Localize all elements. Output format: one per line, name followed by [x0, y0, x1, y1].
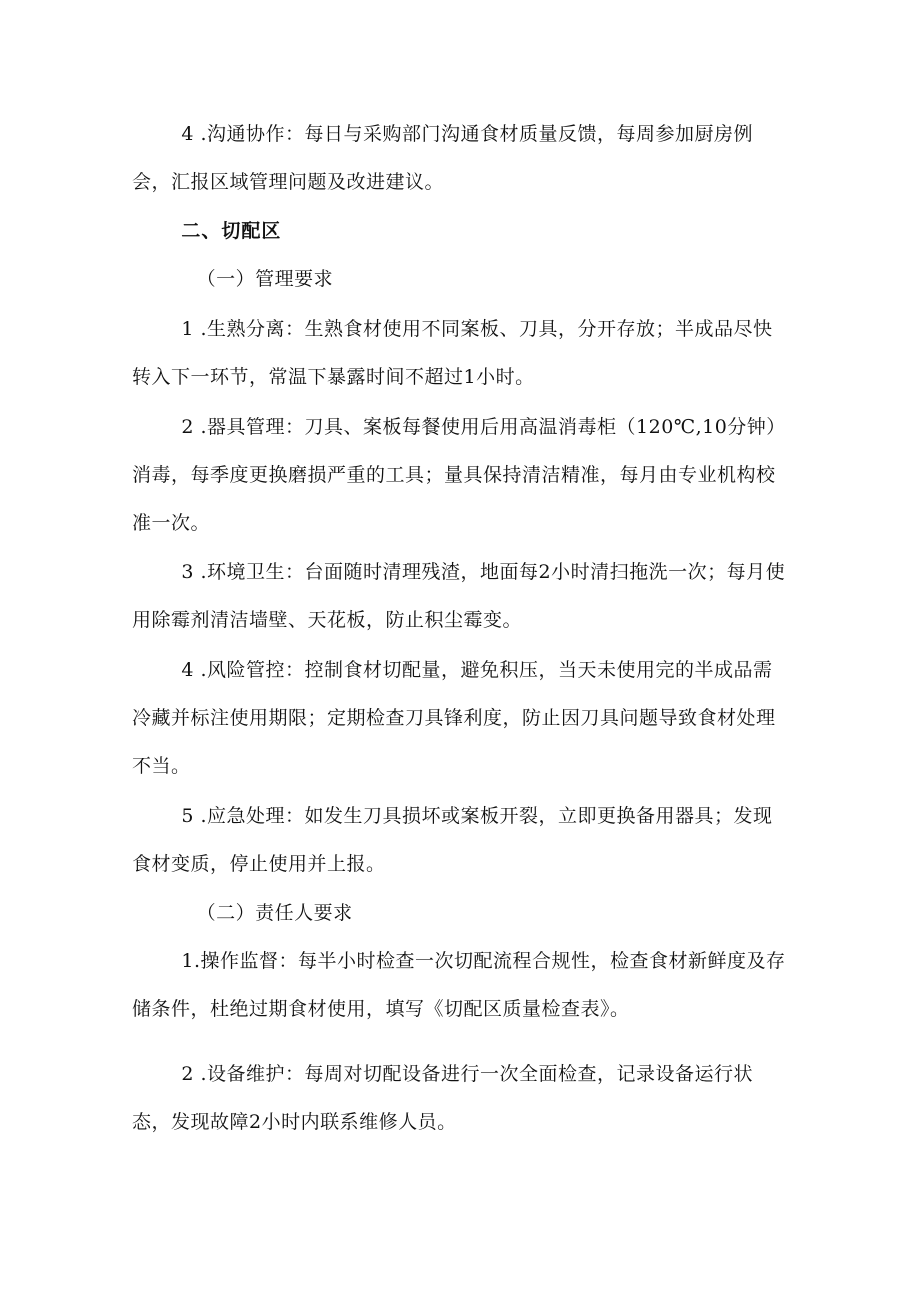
subsection-heading-responsible-person: （二）责任人要求 [196, 902, 353, 924]
subsection-heading-management-requirements: （一）管理要求 [196, 268, 334, 290]
paragraph-emergency-handling: 5 .应急处理：如发生刀具损坏或案板开裂，立即更换备用器具；发现食材变质，停止使用并上报。 [132, 805, 773, 875]
paragraph-utensil-management: 2 .器具管理：刀具、案板每餐使用后用高温消毒柜（120℃,10分钟）消毒，每季度更换磨损严重的工具；量具保持清洁精准，每月由专业机构校准一次。 [132, 416, 786, 534]
paragraph-raw-cooked-separation: 1 .生熟分离：生熟食材使用不同案板、刀具，分开存放；半成品尽快转入下一环节，常温下暴露时间不超过1小时。 [132, 318, 773, 388]
paragraph-risk-control: 4 .风险管控：控制食材切配量，避免积压，当天未使用完的半成品需冷藏并标注使用期限；定期检查刀具锋利度，防止因刀具问题导致食材处理不当。 [132, 659, 776, 777]
paragraph-environmental-hygiene: 3 .环境卫生：台面随时清理残渣，地面每2小时清扫拖洗一次；每月使用除霉剂清洁墙壁、天花板，防止积尘霉变。 [132, 561, 786, 631]
paragraph-operation-supervision: 1.操作监督：每半小时检查一次切配流程合规性，检查食材新鲜度及存储条件，杜绝过期食材使用，填写《切配区质量检查表》。 [132, 950, 786, 1020]
paragraph-communication: 4 .沟通协作：每日与采购部门沟通食材质量反馈，每周参加厨房例会，汇报区域管理问题及改进建议。 [132, 123, 754, 193]
section-heading-cutting-area: 二、切配区 [181, 220, 282, 242]
paragraph-equipment-maintenance: 2 .设备维护：每周对切配设备进行一次全面检查，记录设备运行状态，发现故障2小时内联系维修人员。 [132, 1063, 754, 1133]
